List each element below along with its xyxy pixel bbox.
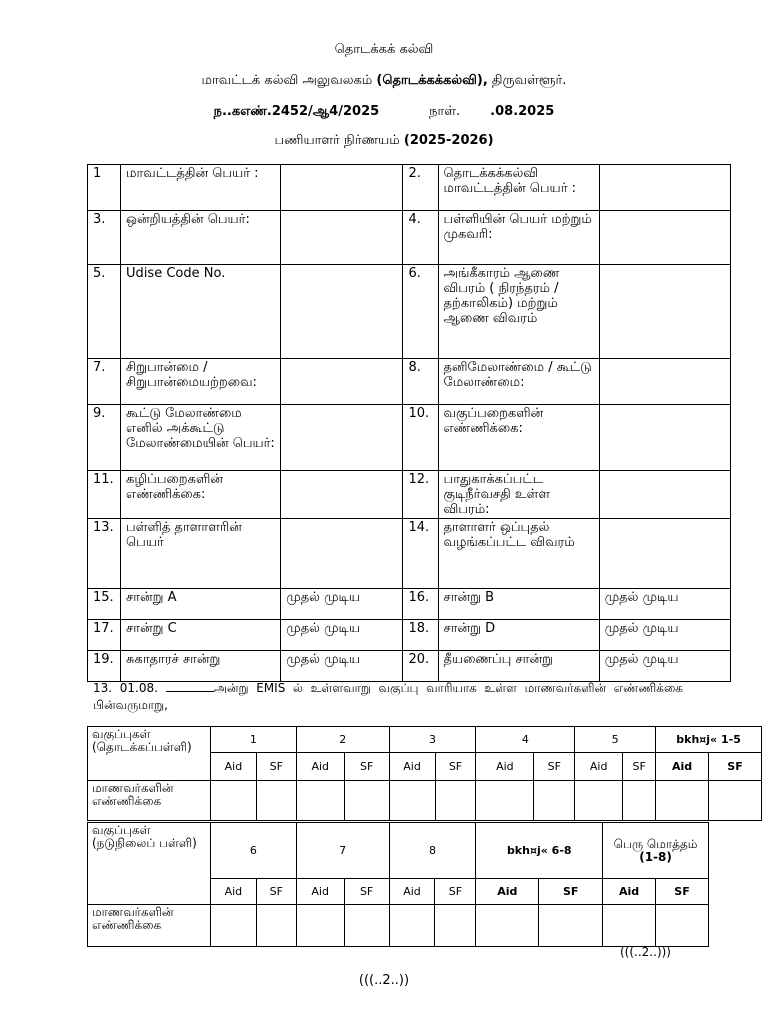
form-row (88, 405, 731, 471)
field-value[interactable] (281, 519, 403, 589)
aid-column-header: Aid (210, 879, 256, 905)
sf-column-header: SF (344, 879, 389, 905)
student-count-cell[interactable] (389, 781, 435, 821)
school-details-table (87, 164, 731, 682)
field-value[interactable]: முதல் முடிய (599, 589, 730, 620)
field-value[interactable] (281, 471, 403, 519)
field-label: சான்று D (438, 620, 599, 651)
form-row (88, 471, 731, 519)
student-count-cell[interactable] (256, 781, 296, 821)
field-value[interactable] (599, 265, 730, 359)
office-heading: தொடக்கக் கல்வி (334, 42, 434, 57)
aid-column-header: Aid (575, 753, 623, 781)
student-count-cell[interactable] (256, 905, 296, 947)
field-number: 17. (88, 620, 121, 651)
student-count-cell[interactable] (534, 781, 575, 821)
student-count-cell[interactable] (210, 781, 256, 821)
field-value[interactable] (599, 359, 730, 405)
student-count-cell[interactable] (389, 905, 435, 947)
date-blank (166, 681, 214, 692)
form-row (88, 165, 731, 211)
field-number: 4. (403, 211, 438, 265)
student-count-cell[interactable] (344, 781, 389, 821)
field-number: 15. (88, 589, 121, 620)
grid1-class-1: 1 (210, 727, 296, 753)
field-label: பள்ளியின் பெயர் மற்றும் முகவரி: (438, 211, 599, 265)
student-count-cell[interactable] (476, 905, 539, 947)
field-value[interactable] (599, 211, 730, 265)
grid2-class-8: 8 (389, 823, 476, 879)
field-value[interactable] (281, 405, 403, 471)
field-number: 14. (403, 519, 438, 589)
sf-column-header: SF (344, 753, 389, 781)
field-value[interactable]: முதல் முடிய (599, 651, 730, 682)
field-number: 13. (88, 519, 121, 589)
field-value[interactable] (599, 165, 730, 211)
primary-class-grid (87, 726, 762, 821)
document-title: பணியாளர் நிர்ணயம் (2025-2026) (274, 133, 494, 148)
field-number: 9. (88, 405, 121, 471)
field-number: 12. (403, 471, 438, 519)
field-number: 7. (88, 359, 121, 405)
field-value[interactable]: முதல் முடிய (281, 589, 403, 620)
aid-column-header: Aid (476, 753, 534, 781)
form-row (88, 589, 731, 620)
grid2-grand-total-label: பெரு மொத்தம் (1-8) (603, 823, 709, 879)
field-label: மாவட்டத்தின் பெயர் : (121, 165, 281, 211)
student-count-cell[interactable] (476, 781, 534, 821)
aid-column-header: Aid (210, 753, 256, 781)
sf-column-header: SF (539, 879, 603, 905)
field-label: அங்கீகாரம் ஆணை விபரம் ( நிரந்தரம் / தற்காலிகம்) மற்றும் ஆணை விவரம் (438, 265, 599, 359)
aid-column-header: Aid (296, 753, 344, 781)
sf-column-header: SF (435, 753, 476, 781)
aid-column-header: Aid (603, 879, 656, 905)
student-count-cell[interactable] (539, 905, 603, 947)
form-row (88, 519, 731, 589)
field-value[interactable] (599, 519, 730, 589)
grid1-row-label: வகுப்புகள் (தொடக்கப்பள்ளி) (88, 727, 211, 781)
field-value[interactable]: முதல் முடிய (599, 620, 730, 651)
field-number: 10. (403, 405, 438, 471)
field-label: பள்ளித் தாளாளரின் பெயர் (121, 519, 281, 589)
field-label: பாதுகாக்கப்பட்ட குடிநீர்வசதி உள்ள விபரம்: (438, 471, 599, 519)
reference-number: ந..கஎண்.2452/ஆ4/2025 (213, 104, 380, 119)
student-count-cell[interactable] (656, 781, 709, 821)
field-label: கூட்டு மேலாண்மை எனில் அக்கூட்டு மேலாண்மையின் பெயர்: (121, 405, 281, 471)
field-number: 5. (88, 265, 121, 359)
reference-line (0, 104, 768, 120)
field-value[interactable] (599, 405, 730, 471)
field-number: 16. (403, 589, 438, 620)
aid-column-header: Aid (476, 879, 539, 905)
field-number: 20. (403, 651, 438, 682)
field-value[interactable]: முதல் முடிய (281, 651, 403, 682)
grid2-class-7: 7 (296, 823, 389, 879)
student-count-cell[interactable] (296, 781, 344, 821)
field-number: 11. (88, 471, 121, 519)
sf-column-header: SF (709, 753, 762, 781)
grid1-class-3: 3 (389, 727, 476, 753)
field-label: தீயணைப்பு சான்று (438, 651, 599, 682)
aid-column-header: Aid (656, 753, 709, 781)
field-label: Udise Code No. (121, 265, 281, 359)
date-value: .08.2025 (490, 104, 555, 119)
sf-column-header: SF (623, 753, 656, 781)
field-label: கழிப்பறைகளின் எண்ணிக்கை: (121, 471, 281, 519)
field-number: 19. (88, 651, 121, 682)
form-row (88, 359, 731, 405)
grid1-count-label: மாணவர்களின் எண்ணிக்கை (88, 781, 211, 821)
field-number: 18. (403, 620, 438, 651)
student-count-cell[interactable] (575, 781, 623, 821)
field-label: தனிமேலாண்மை / கூட்டு மேலாண்மை: (438, 359, 599, 405)
field-label: சான்று B (438, 589, 599, 620)
field-label: ஒன்றியத்தின் பெயர்: (121, 211, 281, 265)
student-count-cell[interactable] (709, 781, 762, 821)
form-row (88, 620, 731, 651)
grid2-class-6: 6 (210, 823, 296, 879)
field-number: 2. (403, 165, 438, 211)
student-count-cell[interactable] (656, 905, 709, 947)
sf-column-header: SF (435, 879, 476, 905)
field-label: சிறுபான்மை / சிறுபான்மையற்றவை: (121, 359, 281, 405)
grid1-class-4: 4 (476, 727, 575, 753)
field-value[interactable] (281, 165, 403, 211)
form-row (88, 265, 731, 359)
student-count-cell[interactable] (435, 781, 476, 821)
grid2-row-label: வகுப்புகள் (நடுநிலைப் பள்ளி) (88, 823, 211, 905)
aid-column-header: Aid (296, 879, 344, 905)
field-number: 8. (403, 359, 438, 405)
field-value[interactable] (281, 211, 403, 265)
grid2-total-label: bkh¤j« 6-8 (476, 823, 603, 879)
field-label: சான்று C (121, 620, 281, 651)
sf-column-header: SF (256, 753, 296, 781)
middle-class-grid (87, 822, 709, 947)
student-count-cell[interactable] (623, 781, 656, 821)
field-value[interactable] (599, 471, 730, 519)
form-row (88, 651, 731, 682)
grid1-total-label: bkh¤j« 1-5 (656, 727, 762, 753)
field-number: 6. (403, 265, 438, 359)
continuation-marker: (((..2..))) (620, 945, 671, 959)
field-value[interactable]: முதல் முடிய (281, 620, 403, 651)
field-label: தொடக்கக்கல்வி மாவட்டத்தின் பெயர் : (438, 165, 599, 211)
office-name: மாவட்டக் கல்வி அலுவலகம் (தொடக்கக்கல்வி), திருவள்ளூர். (201, 73, 567, 88)
date-label: நாள். (429, 104, 461, 119)
field-label: தாளாளர் ஒப்புதல் வழங்கப்பட்ட விவரம் (438, 519, 599, 589)
sf-column-header: SF (256, 879, 296, 905)
student-count-cell[interactable] (296, 905, 344, 947)
aid-column-header: Aid (389, 879, 435, 905)
form-row (88, 211, 731, 265)
field-value[interactable] (281, 265, 403, 359)
grid2-count-label: மாணவர்களின் எண்ணிக்கை (88, 905, 211, 947)
student-count-intro: 13. 01.08. அன்று EMIS ல் உள்ளவாறு வகுப்பு வாரியாக உள்ள மாணவர்களின் எண்ணிக்கை பின்வருமாறு, (93, 681, 683, 712)
page-number: (((..2..)) (358, 973, 410, 988)
student-count-cell[interactable] (210, 905, 256, 947)
grid1-class-2: 2 (296, 727, 389, 753)
grid1-class-5: 5 (575, 727, 656, 753)
student-count-cell[interactable] (435, 905, 476, 947)
student-count-cell[interactable] (344, 905, 389, 947)
aid-column-header: Aid (389, 753, 435, 781)
field-number: 1 (88, 165, 121, 211)
field-value[interactable] (281, 359, 403, 405)
sf-column-header: SF (534, 753, 575, 781)
field-number: 3. (88, 211, 121, 265)
field-label: சான்று A (121, 589, 281, 620)
field-label: சுகாதாரச் சான்று (121, 651, 281, 682)
sf-column-header: SF (656, 879, 709, 905)
field-label: வகுப்பறைகளின் எண்ணிக்கை: (438, 405, 599, 471)
student-count-cell[interactable] (603, 905, 656, 947)
